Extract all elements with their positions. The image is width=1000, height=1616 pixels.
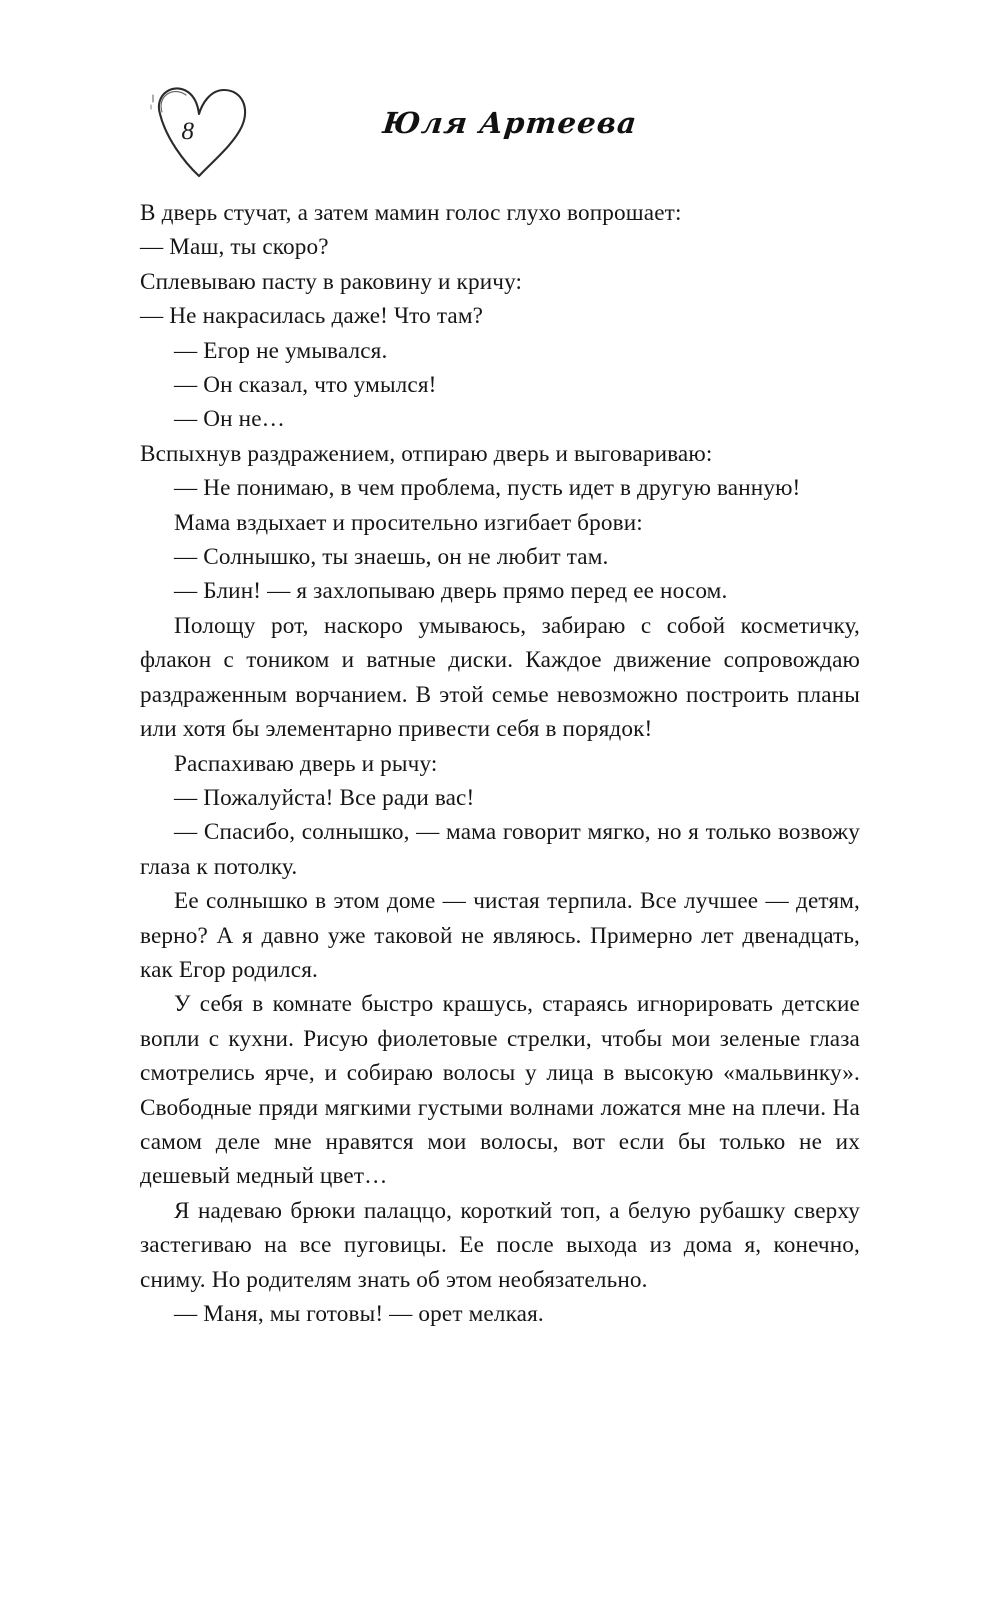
- paragraph: В дверь стучат, а затем мамин голос глухо вопрошает:: [140, 200, 682, 226]
- paragraph: Сплевываю пасту в раковину и кричу:: [140, 268, 523, 295]
- paragraph: — Он не…: [174, 406, 286, 433]
- paragraph: — Блин! — я захлопываю дверь прямо перед ее носом.: [174, 578, 728, 605]
- paragraph: — Спасибо, солнышко, — мама говорит мягко, но я только возвожу глаза к потолку.: [140, 819, 860, 880]
- paragraph: — Не накрасилась даже! Что там?: [140, 303, 484, 330]
- paragraph: Полощу рот, наскоро умываюсь, забираю с собой косметичку, флакон с тоником и ватные диски. Каждое движение сопровождаю раздраженным ворчанием. В этой семье невозможно построить планы или хотя бы элементарно привести себя в порядок!: [140, 612, 860, 743]
- paragraph: — Маня, мы готовы! — орет мелкая.: [174, 1301, 544, 1327]
- paragraph: — Солнышко, ты знаешь, он не любит там.: [174, 544, 609, 571]
- paragraph: Ее солнышко в этом доме — чистая терпила. Все лучшее — детям, верно? А я давно уже таковой не являюсь. Примерно лет двенадцать, как Егор родился.: [140, 888, 860, 983]
- author-name: Юля Артеева: [381, 106, 640, 140]
- paragraph: — Не понимаю, в чем проблема, пусть идет в другую ванную!: [174, 475, 801, 502]
- page-header: [140, 78, 860, 188]
- paragraph: Я надеваю брюки палаццо, короткий топ, а белую рубашку сверху застегиваю на все пуговицы. Ее после выхода из дома я, конечно, сниму. Но родителям знать об этом необязательно.: [140, 1197, 860, 1293]
- paragraph: — Он сказал, что умылся!: [174, 372, 437, 399]
- page-number: 8: [181, 118, 195, 145]
- paragraph: Мама вздыхает и просительно изгибает брови:: [174, 509, 643, 536]
- paragraph: — Пожалуйста! Все ради вас!: [174, 784, 475, 811]
- body-text: [140, 196, 860, 1331]
- paragraph: — Егор не умывался.: [174, 337, 388, 364]
- paragraph: — Маш, ты скоро?: [140, 234, 329, 261]
- paragraph: Распахиваю дверь и рычу:: [174, 750, 438, 777]
- paragraph: Вспыхнув раздражением, отпираю дверь и выговариваю:: [140, 440, 713, 467]
- paragraph: У себя в комнате быстро крашусь, стараясь игнорировать детские вопли с кухни. Рисую фиолетовые стрелки, чтобы мои зеленые глаза смотрелись ярче, и собираю волосы у лица в высокую «мальвинку». Свободные пряди мягкими густыми волнами ложатся мне на плечи. На самом деле мне нравятся мои волосы, вот если бы только не их дешевый медный цвет…: [140, 991, 860, 1190]
